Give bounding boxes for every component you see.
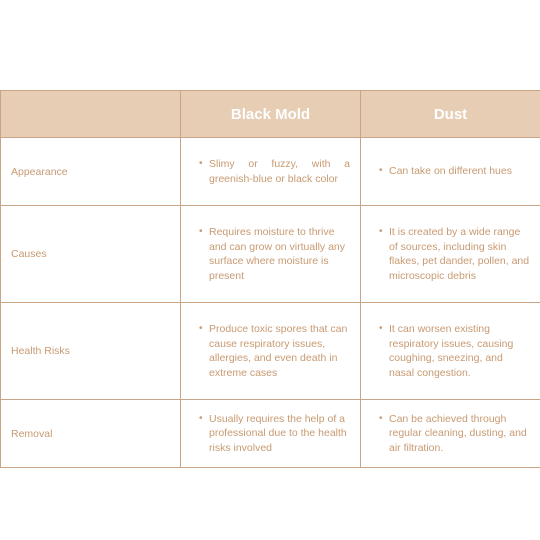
- list-item: [199, 412, 350, 456]
- cell-text: It is created by a wide range of sources, including skin flakes, pet dander, pollen, and microscopic debris: [389, 226, 530, 282]
- cell-text: Can be achieved through regular cleaning, dusting, and air filtration.: [389, 412, 527, 454]
- dust-cell: [361, 206, 540, 303]
- list-item: [379, 322, 530, 380]
- row-label: Appearance: [1, 138, 181, 206]
- bullet-icon: •: [199, 323, 203, 334]
- header-empty: [1, 91, 181, 138]
- list-item: [379, 225, 530, 283]
- table-row: [1, 206, 540, 303]
- header-black-mold: Black Mold: [181, 91, 361, 138]
- black-mold-cell: [181, 303, 361, 400]
- list-item: [199, 322, 350, 380]
- table-row: [1, 303, 540, 400]
- bullet-icon: •: [379, 323, 383, 334]
- row-label: Causes: [1, 206, 181, 303]
- table-row: [1, 400, 540, 468]
- bullet-icon: •: [199, 412, 203, 424]
- bullet-icon: •: [199, 158, 203, 169]
- list-item: [379, 412, 530, 456]
- row-label: Health Risks: [1, 303, 181, 400]
- dust-cell: [361, 400, 540, 468]
- bullet-icon: •: [379, 226, 383, 237]
- header-dust: Dust: [361, 91, 540, 138]
- row-label: Removal: [1, 400, 181, 468]
- cell-text: Can take on different hues: [389, 165, 512, 178]
- dust-cell: [361, 303, 540, 400]
- cell-text: It can worsen existing respiratory issues, causing coughing, sneezing, and nasal congestion.: [389, 323, 514, 379]
- list-item: [199, 225, 350, 283]
- table-row: [1, 138, 540, 206]
- black-mold-cell: [181, 138, 361, 206]
- black-mold-cell: [181, 206, 361, 303]
- bullet-icon: •: [379, 412, 383, 424]
- bullet-icon: •: [379, 165, 383, 177]
- cell-text: Produce toxic spores that can cause respiratory issues, allergies, and even death in extreme cases: [209, 323, 348, 379]
- list-item: [379, 164, 530, 179]
- bullet-icon: •: [199, 226, 203, 237]
- black-mold-cell: [181, 400, 361, 468]
- list-item: [199, 157, 350, 186]
- cell-text: Requires moisture to thrive and can grow on virtually any surface where moisture is present: [209, 226, 345, 282]
- cell-text: Slimy or fuzzy, with a greenish-blue or black color: [209, 158, 350, 185]
- cell-text: Usually requires the help of a professional due to the health risks involved: [209, 412, 347, 454]
- header-row: [1, 91, 540, 138]
- comparison-table: [0, 90, 540, 468]
- dust-cell: [361, 138, 540, 206]
